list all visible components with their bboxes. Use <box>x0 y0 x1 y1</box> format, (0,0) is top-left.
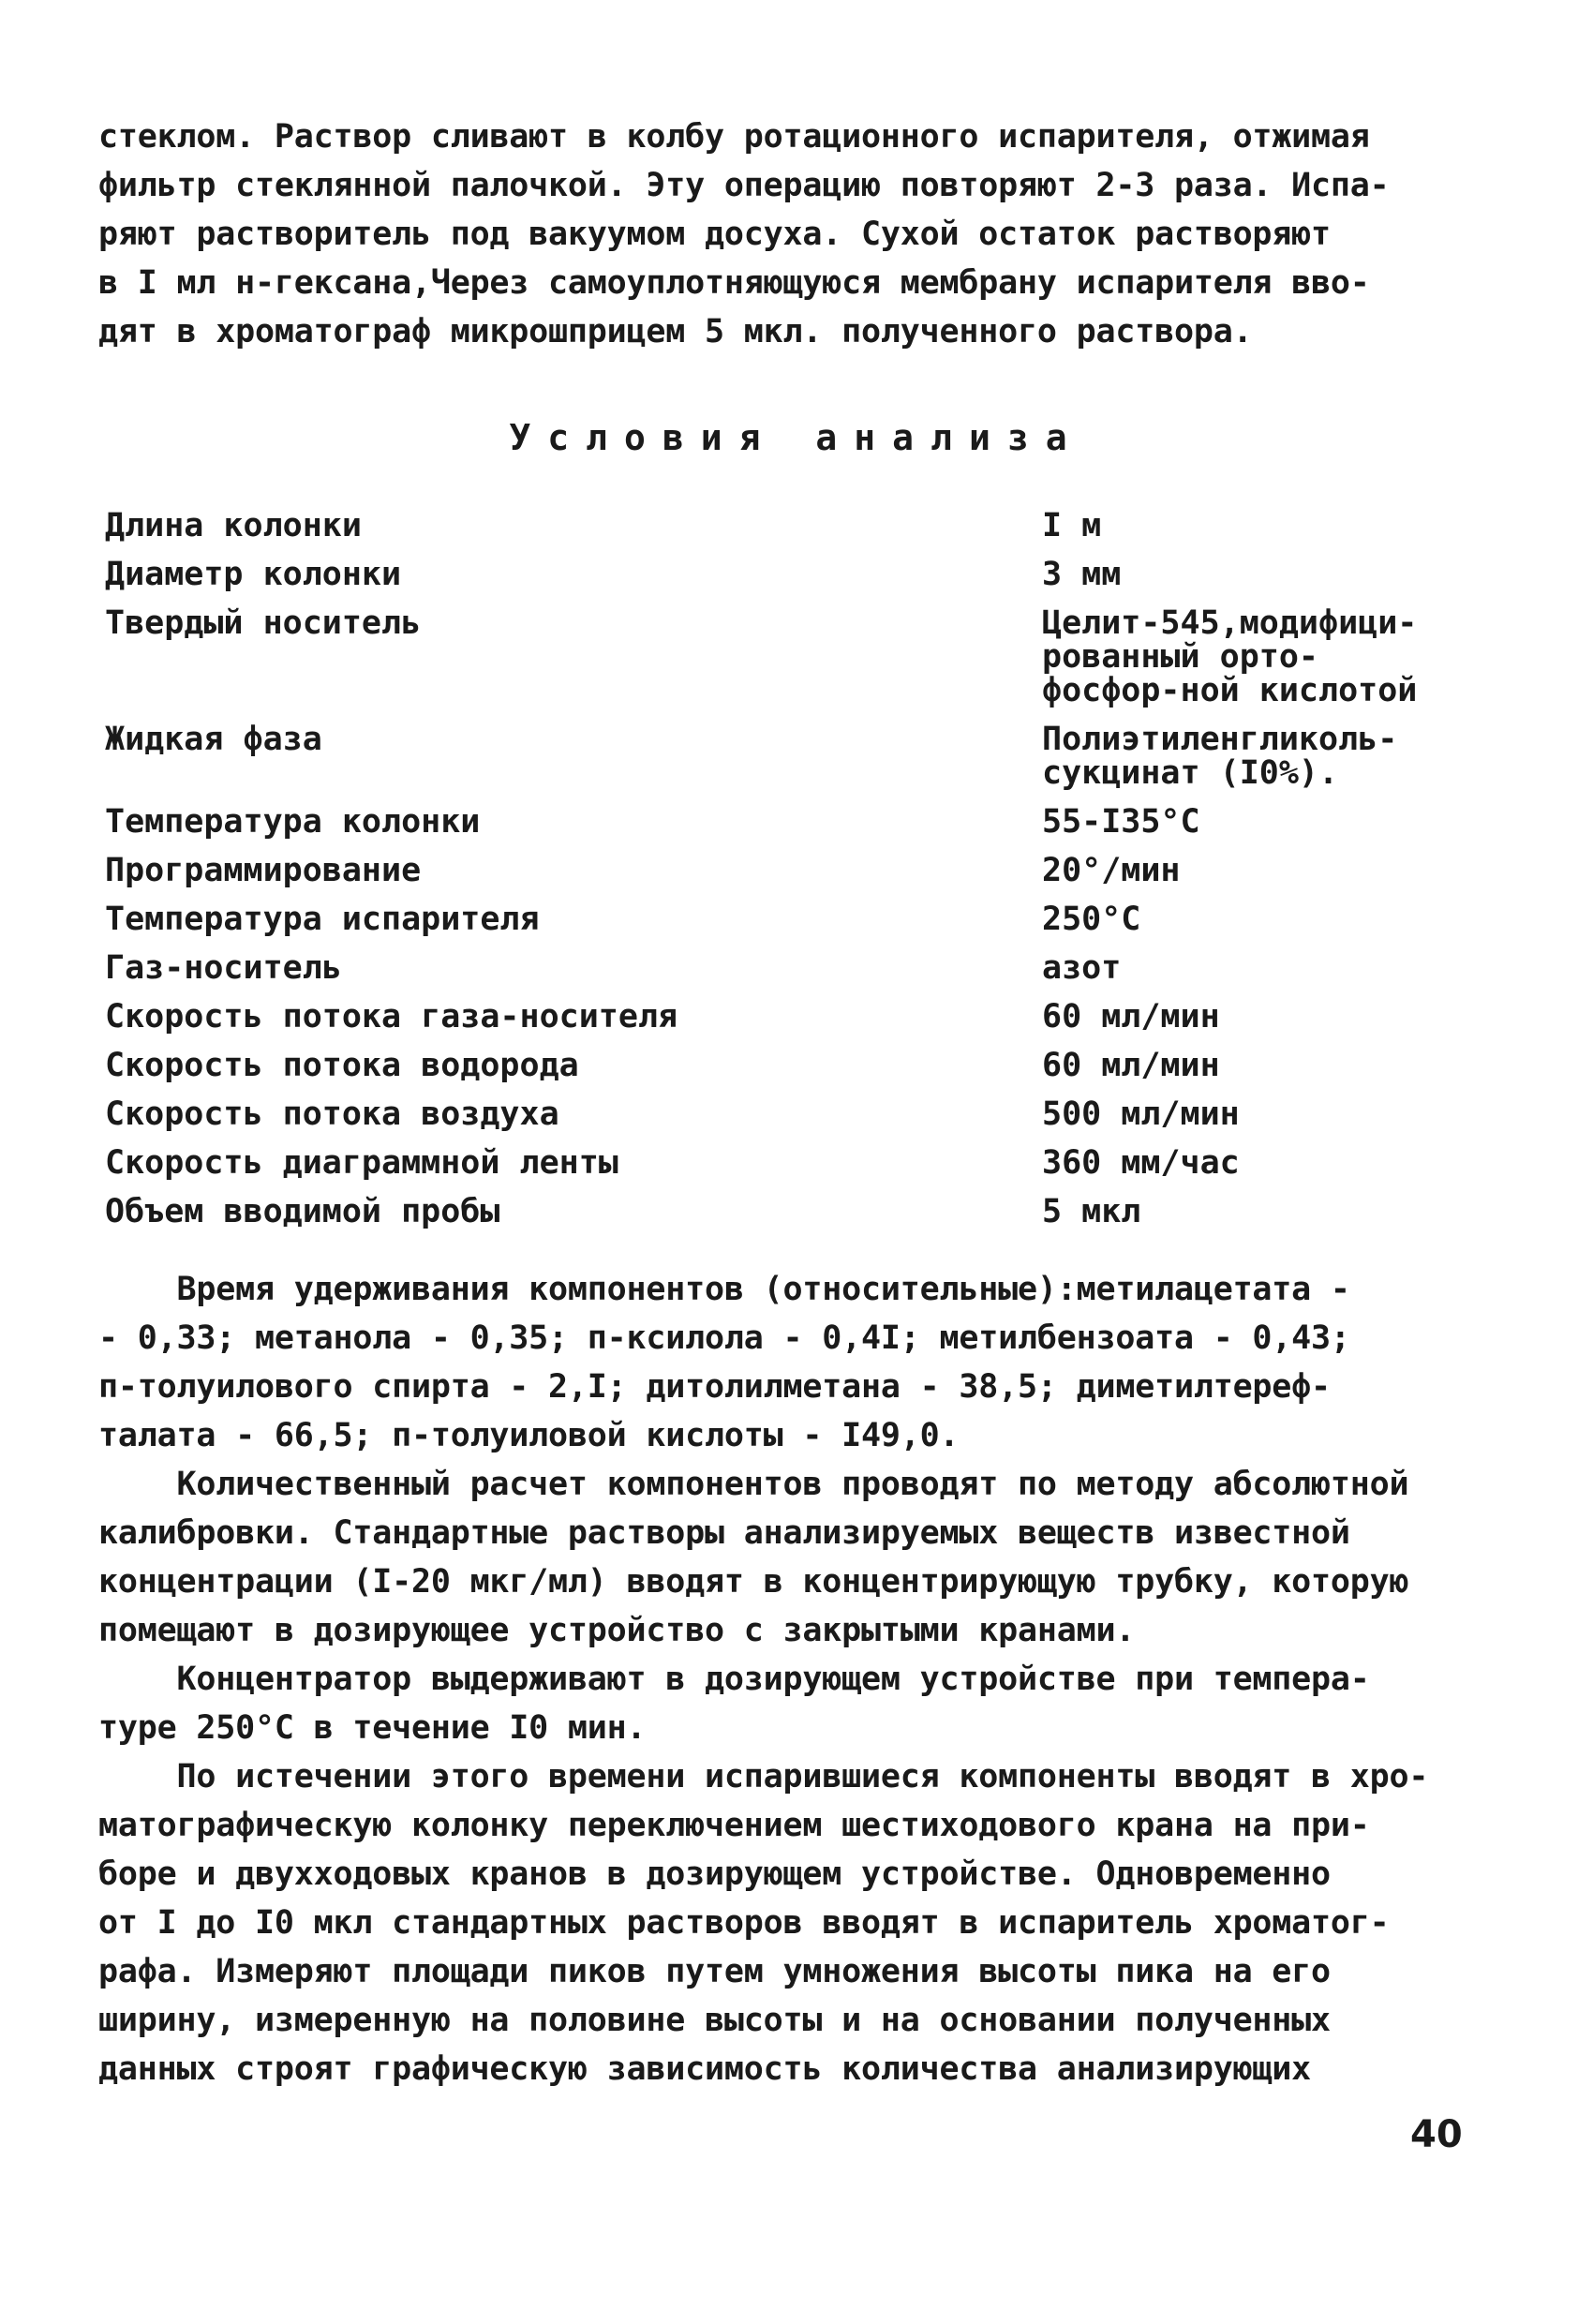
condition-value: I м <box>1042 507 1102 544</box>
condition-value: 60 мл/мин <box>1042 1047 1220 1084</box>
condition-row <box>105 1139 1511 1187</box>
condition-row <box>105 1041 1511 1090</box>
condition-row <box>105 599 1511 715</box>
text-line: боре и двухходовых кранов в дозирующем устройстве. Одновременно <box>98 1855 1331 1893</box>
text-line: в I мл н-гексана,Через самоуплотняющуюся мембрану испарителя вво- <box>98 264 1370 302</box>
condition-label: Длина колонки <box>105 507 362 544</box>
condition-row <box>105 715 1511 797</box>
text-line: матографическую колонку переключением шестиходового крана на при- <box>98 1807 1370 1844</box>
text-line: - 0,33; метанола - 0,35; п-ксилола - 0,4I; метилбензоата - 0,43; <box>98 1319 1350 1357</box>
condition-label: Газ-носитель <box>105 949 342 987</box>
condition-label: Скорость диаграммной ленты <box>105 1144 618 1182</box>
text-line: Количественный расчет компонентов проводят по методу абсолютной <box>98 1466 1409 1503</box>
condition-value: 250°C <box>1042 901 1141 938</box>
condition-value: азот <box>1042 949 1122 987</box>
text-line: ширину, измеренную на половине высоты и на основании полученных <box>98 2002 1331 2039</box>
text-line: калибровки. Стандартные растворы анализируемых веществ известной <box>98 1514 1350 1552</box>
text-line: фильтр стеклянной палочкой. Эту операцию повторяют 2-3 раза. Испа- <box>98 167 1390 204</box>
condition-label: Диаметр колонки <box>105 556 402 593</box>
condition-value: 55-I35°C <box>1042 803 1200 841</box>
condition-row <box>105 1187 1511 1236</box>
body-text <box>98 1265 1485 2093</box>
text-line: стеклом. Раствор сливают в колбу ротационного испарителя, отжимая <box>98 118 1370 156</box>
text-line: По истечении этого времени испарившиеся компоненты вводят в хро- <box>98 1758 1429 1795</box>
condition-value: 3 мм <box>1042 556 1122 593</box>
conditions-table <box>105 501 1511 1236</box>
condition-row <box>105 944 1511 992</box>
text-line: помещают в дозирующее устройство с закрытыми кранами. <box>98 1612 1136 1649</box>
condition-value: Целит-545,модифици-рованный орто-фосфор-ной кислотой <box>1042 604 1418 709</box>
text-line: туре 250°С в течение I0 мин. <box>98 1709 647 1747</box>
condition-label: Скорость потока воздуха <box>105 1095 559 1133</box>
text-line: Время удерживания компонентов (относительные):метилацетата - <box>98 1271 1350 1308</box>
text-line: п-толуилового спирта - 2,I; дитолилметана - 38,5; диметилтереф- <box>98 1368 1331 1406</box>
condition-label: Жидкая фаза <box>105 721 322 758</box>
condition-label: Скорость потока газа-носителя <box>105 998 678 1035</box>
condition-row <box>105 550 1511 599</box>
text-line: дят в хроматограф микрошприцем 5 мкл. полученного раствора. <box>98 313 1253 350</box>
text-line: талата - 66,5; п-толуиловой кислоты - I49,0. <box>98 1417 960 1454</box>
condition-label: Температура колонки <box>105 803 481 841</box>
condition-row <box>105 895 1511 944</box>
intro-paragraph <box>98 112 1485 356</box>
text-line: Концентратор выдерживают в дозирующем устройстве при темпера- <box>98 1661 1370 1698</box>
condition-label: Скорость потока водорода <box>105 1047 579 1084</box>
condition-row <box>105 992 1511 1041</box>
condition-value: 20°/мин <box>1042 852 1181 889</box>
condition-value: 5 мкл <box>1042 1193 1141 1230</box>
text-line: данных строят графическую зависимость количества анализирующих <box>98 2050 1312 2088</box>
condition-value: 360 мм/час <box>1042 1144 1240 1182</box>
condition-row <box>105 846 1511 895</box>
condition-label: Программирование <box>105 852 422 889</box>
text-line: ряют растворитель под вакуумом досуха. Сухой остаток растворяют <box>98 216 1331 253</box>
condition-row <box>105 1090 1511 1139</box>
section-heading: Условия анализа <box>509 417 1084 458</box>
condition-row <box>105 501 1511 550</box>
text-line: от I до I0 мкл стандартных растворов вводят в испаритель хроматог- <box>98 1904 1390 1942</box>
text-line: рафа. Измеряют площади пиков путем умножения высоты пика на его <box>98 1953 1331 1990</box>
condition-label: Температура испарителя <box>105 901 540 938</box>
condition-row <box>105 797 1511 846</box>
condition-value: 500 мл/мин <box>1042 1095 1240 1133</box>
condition-value: 60 мл/мин <box>1042 998 1220 1035</box>
page-number: 40 <box>1410 2113 1463 2156</box>
text-line: концентрации (I-20 мкг/мл) вводят в концентрирующую трубку, которую <box>98 1563 1409 1601</box>
condition-label: Объем вводимой пробы <box>105 1193 500 1230</box>
condition-value: Полиэтиленгликоль-сукцинат (I0%). <box>1042 721 1398 792</box>
condition-label: Твердый носитель <box>105 604 422 642</box>
